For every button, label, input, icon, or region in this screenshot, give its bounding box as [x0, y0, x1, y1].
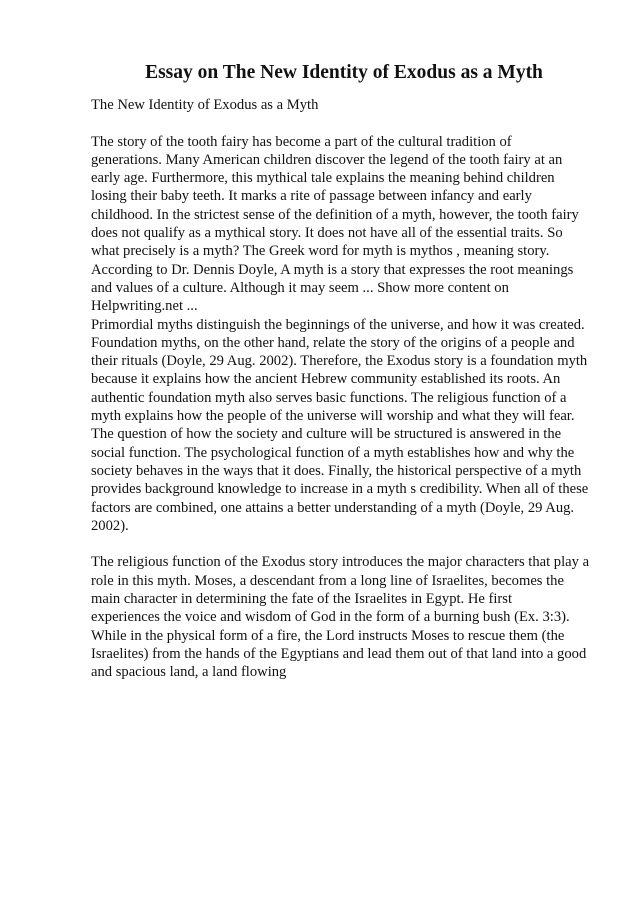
paragraph-line: what precisely is a myth? The Greek word for myth is mythos , meaning story.: [91, 243, 550, 260]
paragraph-line: Helpwriting.net ...: [91, 298, 198, 315]
paragraph-line: their rituals (Doyle, 29 Aug. 2002). Therefore, the Exodus story is a foundation myth: [91, 353, 588, 370]
paragraph-1: [91, 133, 596, 316]
paragraph-line: generations. Many American children discover the legend of the tooth fairy at an: [91, 151, 563, 168]
paragraph-line: 2002).: [91, 517, 129, 534]
paragraph-line: because it explains how the ancient Hebrew community established its roots. An: [91, 371, 561, 388]
paragraph-line: experiences the voice and wisdom of God in the form of a burning bush (Ex. 3:3).: [91, 609, 570, 626]
paragraph-line: main character in determining the fate of the Israelites in Egypt. He first: [91, 591, 513, 608]
paragraph-line: early age. Furthermore, this mythical tale explains the meaning behind children: [91, 170, 555, 187]
paragraph-line: role in this myth. Moses, a descendant from a long line of Israelites, becomes the: [91, 572, 564, 589]
paragraph-2: [91, 316, 596, 536]
paragraph-line: does not qualify as a mythical story. It does not have all of the essential traits. So: [91, 225, 563, 242]
paragraph-line: According to Dr. Dennis Doyle, A myth is a story that expresses the root meanings: [91, 261, 574, 278]
paragraph-line: authentic foundation myth also serves basic functions. The religious function of a: [91, 389, 567, 406]
document-body: [91, 96, 596, 682]
paragraph-line: Foundation myths, on the other hand, relate the story of the origins of a people and: [91, 334, 575, 351]
paragraph-spacer: [91, 535, 596, 553]
paragraph-line: Israelites) from the hands of the Egyptians and lead them out of that land into a good: [91, 645, 587, 662]
paragraph-line: The story of the tooth fairy has become a part of the cultural tradition of: [91, 133, 512, 150]
paragraph-line: Primordial myths distinguish the beginnings of the universe, and how it was created.: [91, 316, 585, 333]
paragraph-spacer: [91, 114, 596, 132]
paragraph-line: myth explains how the people of the universe will worship and what they will fear.: [91, 408, 575, 425]
page-title: Essay on The New Identity of Exodus as a Myth: [145, 62, 543, 83]
document-subtitle: The New Identity of Exodus as a Myth: [91, 97, 319, 113]
paragraph-line: losing their baby teeth. It marks a rite of passage between infancy and early: [91, 188, 532, 205]
paragraph-line: social function. The psychological function of a myth establishes how and why the: [91, 444, 575, 461]
paragraph-line: The religious function of the Exodus story introduces the major characters that play a: [91, 554, 590, 571]
paragraph-line: and values of a culture. Although it may seem ... Show more content on: [91, 279, 509, 296]
paragraph-line: The question of how the society and culture will be structured is answered in the: [91, 426, 562, 443]
paragraph-line: provides background knowledge to increase in a myth s credibility. When all of these: [91, 481, 589, 498]
paragraph-line: childhood. In the strictest sense of the definition of a myth, however, the tooth fairy: [91, 206, 579, 223]
paragraph-line: society behaves in the ways that it does. Finally, the historical perspective of a myth: [91, 462, 582, 479]
paragraph-line: While in the physical form of a fire, the Lord instructs Moses to rescue them (the: [91, 627, 565, 644]
paragraph-3: [91, 553, 596, 681]
paragraph-line: factors are combined, one attains a better understanding of a myth (Doyle, 29 Aug.: [91, 499, 575, 516]
paragraph-line: and spacious land, a land flowing: [91, 664, 287, 681]
